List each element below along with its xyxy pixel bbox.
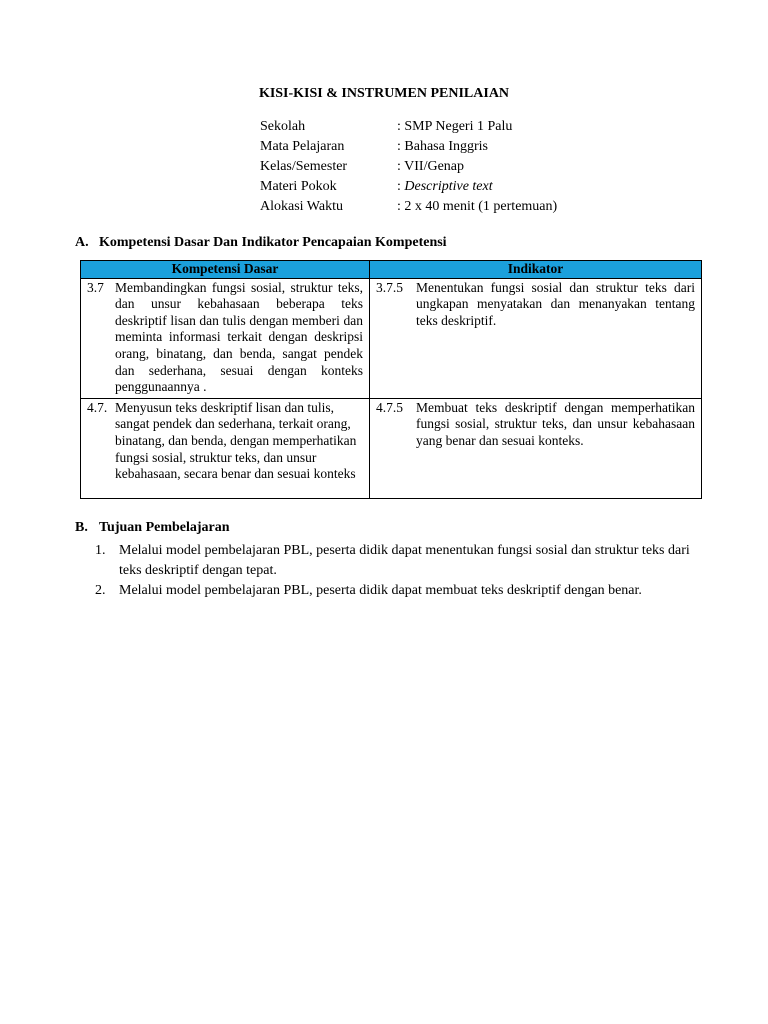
competency-table xyxy=(80,260,702,499)
indicator-number: 4.7.5 xyxy=(376,399,403,415)
meta-row-school xyxy=(260,117,557,137)
table-row xyxy=(81,398,702,498)
kd-text: Menyusun teks deskriptif lisan dan tulis, sangat pendek dan sederhana, terkait orang, binatang, dan benda, dengan memperhatikan fungsi sosial, struktur teks, dan unsur kebahasaan, secara benar dan sesuai konteks xyxy=(115,399,357,482)
document-title: KISI-KISI & INSTRUMEN PENILAIAN xyxy=(258,86,510,101)
header-kompetensi-dasar: Kompetensi Dasar xyxy=(81,261,370,279)
list-item xyxy=(95,541,695,581)
kd-text: Membandingkan fungsi sosial, struktur teks, dan unsur kebahasaan beberapa teks deskriptif lisan dan tulis dengan memberi dan meminta informasi terkait dengan deskripsi orang, binatang, dan benda, sangat pendek dan sederhana, sesuai dengan konteks penggunaannya . xyxy=(115,279,363,395)
meta-value-italic: Descriptive text xyxy=(404,179,493,194)
kd-number: 4.7. xyxy=(87,399,108,415)
meta-value: : SMP Negeri 1 Palu xyxy=(397,119,513,134)
section-b-heading xyxy=(75,520,230,536)
indicator-number: 3.7.5 xyxy=(376,279,403,295)
objectives-list xyxy=(95,541,695,601)
meta-row-time xyxy=(260,197,557,217)
meta-value-prefix: : xyxy=(397,179,405,194)
table-header-row xyxy=(81,261,702,279)
section-title: Tujuan Pembelajaran xyxy=(99,520,230,535)
list-item-number: 1. xyxy=(95,543,106,558)
meta-label: Sekolah xyxy=(260,119,306,134)
indicator-text: Menentukan fungsi sosial dan struktur teks dari ungkapan menyatakan dan menanyakan tentang teks deskriptif. xyxy=(416,279,695,328)
table-row xyxy=(81,278,702,398)
meta-label: Materi Pokok xyxy=(260,179,337,194)
kd-number: 3.7 xyxy=(87,279,104,295)
meta-value: : Bahasa Inggris xyxy=(397,139,488,154)
indicator-text: Membuat teks deskriptif dengan memperhatikan fungsi sosial, struktur teks, dan unsur kebahasaan yang benar dan sesuai konteks. xyxy=(416,399,695,448)
section-letter: B. xyxy=(75,520,88,535)
meta-value: : 2 x 40 menit (1 pertemuan) xyxy=(397,199,558,214)
meta-label: Alokasi Waktu xyxy=(260,199,343,214)
meta-row-subject xyxy=(260,137,557,157)
header-indikator: Indikator xyxy=(370,261,702,279)
indicator-cell xyxy=(370,398,702,498)
list-item xyxy=(95,581,695,601)
identity-block xyxy=(260,117,557,217)
meta-label: Kelas/Semester xyxy=(260,159,348,174)
section-a-heading xyxy=(75,235,447,251)
indicator-cell xyxy=(370,278,702,398)
meta-row-topic xyxy=(260,177,557,197)
kd-cell xyxy=(81,398,370,498)
list-item-text: Melalui model pembelajaran PBL, peserta didik dapat membuat teks deskriptif dengan benar. xyxy=(119,583,642,598)
meta-label: Mata Pelajaran xyxy=(260,139,345,154)
meta-value xyxy=(397,177,493,197)
meta-value: : VII/Genap xyxy=(397,159,464,174)
meta-row-class xyxy=(260,157,557,177)
list-item-text: Melalui model pembelajaran PBL, peserta didik dapat menentukan fungsi sosial dan struktur teks dari teks deskriptif dengan tepat. xyxy=(119,543,690,578)
section-title: Kompetensi Dasar Dan Indikator Pencapaian Kompetensi xyxy=(99,235,447,250)
list-item-number: 2. xyxy=(95,583,106,598)
section-letter: A. xyxy=(75,235,89,250)
kd-cell xyxy=(81,278,370,398)
